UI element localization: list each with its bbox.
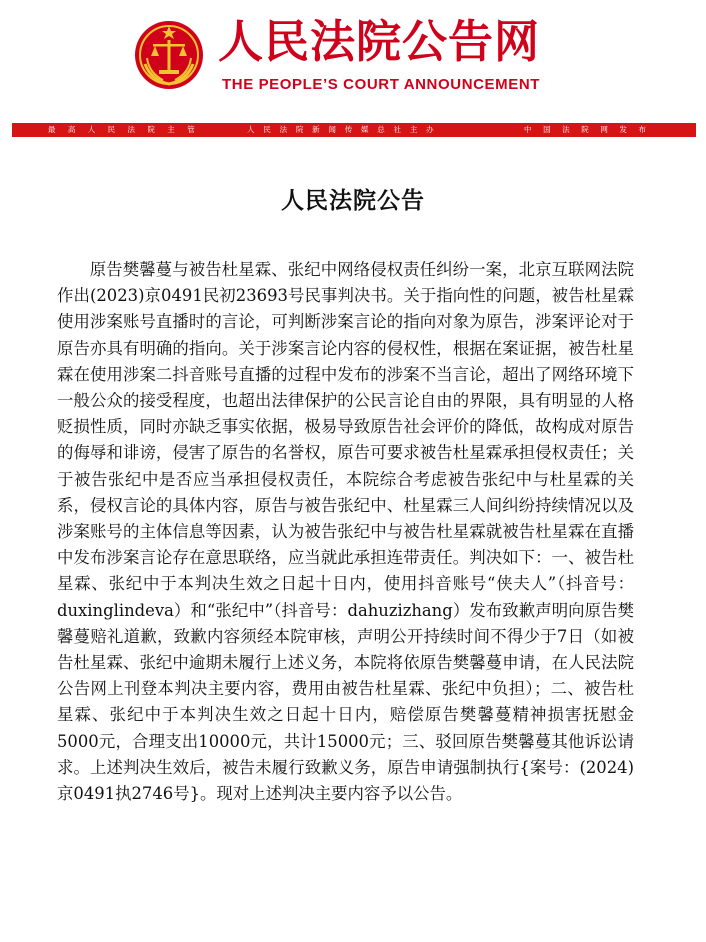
document-body: 原告樊馨蔓与被告杜星霖、张纪中网络侵权责任纠纷一案，北京互联网法院作出(2023)京0491民初23693号民事判决书。关于指向性的问题，被告杜星霖使用涉案账号直播时的言论，可判断涉案言论的指向对象为原告，涉案评论对于原告亦具有明确的指向。关于涉案言论内容的侵权性，根据在案证据，被告杜星霖在使用涉案二抖音账号直播的过程中发布的涉案不当言论，超出了网络环境下一般公众的接受程度，也超出法律保护的公民言论自由的界限，具有明显的人格贬损性质，同时亦缺乏事实依据，极易导致原告社会评价的降低，故构成对原告的侮辱和诽谤，侵害了原告的名誉权，原告可要求被告杜星霖承担侵权责任；关于被告张纪中是否应当承担侵权责任，本院综合考虑被告张纪中与杜星霖的关系，侵权言论的具体内容，原告与被告张纪中、杜星霖三人间纠纷持续情况以及涉案账号的主体信息等因素，认为被告张纪中与被告杜星霖就被告杜星霖在直播中发布涉案言论存在意思联络，应当就此承担连带责任。判决如下：一、被告杜星霖、张纪中于本判决生效之日起十日内，使用抖音账号“侠夫人”（抖音号：duxinglindeva）和“张纪中”（抖音号：dahuzizhang）发布致歉声明向原告樊馨蔓赔礼道歉，致歉内容须经本院审核，声明公开持续时间不得少于7日（如被告杜星霖、张纪中逾期未履行上述义务，本院将依原告樊馨蔓申请，在人民法院公告网上刊登本判决主要内容，费用由被告杜星霖、张纪中负担）；二、被告杜星霖、张纪中于本判决生效之日起十日内，赔偿原告樊馨蔓精神损害抚慰金5000元，合理支出10000元，共计15000元；三、驳回原告樊馨蔓其他诉讼请求。上述判决生效后，被告未履行致歉义务，原告申请强制执行{案号：(2024)京0491执2746号}。现对上述判决主要内容予以公告。 [57, 260, 634, 804]
bar-item-publisher: 中 国 法 院 网 发 布 [524, 125, 651, 134]
document-title: 人民法院公告 [281, 188, 425, 214]
site-title: 人民法院公告网 [218, 15, 541, 68]
site-header [0, 0, 706, 134]
site-subtitle: THE PEOPLE’S COURT ANNOUNCEMENT [222, 76, 541, 93]
court-emblem-icon [133, 18, 205, 92]
header-bar [12, 123, 696, 137]
bar-item-host: 人 民 法 院 新 闻 传 媒 总 社 主 办 [247, 125, 437, 134]
bar-item-supervisor: 最 高 人 民 法 院 主 管 [48, 125, 200, 134]
